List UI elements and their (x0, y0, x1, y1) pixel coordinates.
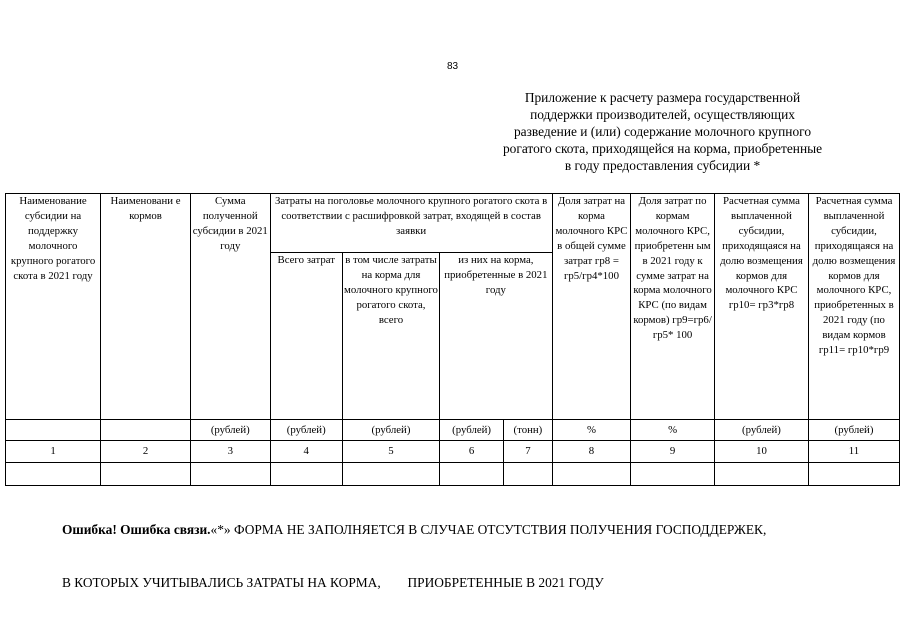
column-number-cell: 11 (808, 441, 899, 463)
header-cell-subsidy-amount: Сумма полученной субсидии в 2021 году (190, 194, 270, 420)
column-number-cell: 6 (440, 441, 504, 463)
data-cell (190, 463, 270, 486)
header-cell-costs-group: Затраты на поголовье молочного крупного рогатого скота в соответствии с расшифровкой затрат, входящей в состав заявки (270, 194, 552, 253)
units-cell: (рублей) (440, 420, 504, 441)
data-cell (808, 463, 899, 486)
column-number-cell: 1 (6, 441, 101, 463)
footnote-line-2-text: В КОТОРЫХ УЧИТЫВАЛИСЬ ЗАТРАТЫ НА КОРМА, ПРИОБРЕТЕННЫЕ В 2021 ГОДУ (62, 574, 604, 590)
column-number-cell: 2 (101, 441, 191, 463)
column-number-cell: 5 (342, 441, 439, 463)
appendix-title-line: разведение и (или) содержание молочного крупного (513, 124, 812, 139)
data-cell (270, 463, 342, 486)
appendix-title (470, 89, 855, 174)
appendix-title-line: в году предоставления субсидии * (564, 158, 761, 173)
header-cell-total-costs: Всего затрат (270, 253, 342, 420)
footnote-error-text: Ошибка! Ошибка связи. (62, 522, 211, 537)
data-cell (552, 463, 631, 486)
header-cell-calculated-subsidy: Расчетная сумма выплаченной субсидии, приходящаяся на долю возмещения кормов для молочного КРС гр10= гр3*гр8 (714, 194, 808, 420)
footnote-line (62, 521, 897, 539)
data-cell (504, 463, 553, 486)
appendix-title-line: рогатого скота, приходящейся на корма, приобретенные (502, 141, 823, 156)
header-cell-feed-cost-share: Доля затрат на корма молочного КРС в общей сумме затрат гр8 = гр5/гр4*100 (552, 194, 631, 420)
footnote (62, 486, 897, 609)
data-cell (6, 463, 101, 486)
column-number-row (6, 441, 900, 463)
data-cell (440, 463, 504, 486)
units-cell: % (552, 420, 631, 441)
data-cell (101, 463, 191, 486)
appendix-title-line: поддержки производителей, осуществляющих (530, 107, 795, 122)
appendix-title-line: Приложение к расчету размера государственной (524, 90, 801, 105)
header-cell-purchased-feed-2021: из них на корма, приобретенные в 2021 году (440, 253, 553, 420)
data-row (6, 463, 900, 486)
units-cell: (тонн) (504, 420, 553, 441)
data-cell (342, 463, 439, 486)
units-cell (6, 420, 101, 441)
header-cell-purchased-feed-share: Доля затрат по кормам молочного КРС, приобретенн ым в 2021 году к сумме затрат на корма молочного КРС (по видам кормов) гр9=гр6/гр5* 100 (631, 194, 715, 420)
units-cell: (рублей) (714, 420, 808, 441)
units-row (6, 420, 900, 441)
units-cell: (рублей) (808, 420, 899, 441)
header-cell-subsidy-name: Наименование субсидии на поддержку молочного крупного рогатого скота в 2021 году (6, 194, 101, 420)
header-cell-feed-costs: в том числе затраты на корма для молочного крупного рогатого скота, всего (342, 253, 439, 420)
column-number-cell: 10 (714, 441, 808, 463)
column-number-cell: 7 (504, 441, 553, 463)
data-cell (714, 463, 808, 486)
column-number-cell: 4 (270, 441, 342, 463)
page-number: 83 (446, 61, 459, 72)
footnote-line-1-text: «*» ФОРМА НЕ ЗАПОЛНЯЕТСЯ В СЛУЧАЕ ОТСУТСТВИЯ ПОЛУЧЕНИЯ ГОСПОДДЕРЖЕК, (210, 522, 767, 537)
units-cell: (рублей) (342, 420, 439, 441)
data-cell (631, 463, 715, 486)
column-number-cell: 8 (552, 441, 631, 463)
units-cell: (рублей) (190, 420, 270, 441)
column-number-cell: 9 (631, 441, 715, 463)
units-cell: (рублей) (270, 420, 342, 441)
header-row (6, 194, 900, 253)
header-cell-feed-name: Наименовани е кормов (101, 194, 191, 420)
header-cell-calculated-subsidy-2021: Расчетная сумма выплаченной субсидии, приходящаяся на долю возмещения кормов для молочного КРС, приобретенных в 2021 году (по видам кормов гр11= гр10*гр9 (808, 194, 899, 420)
column-number-cell: 3 (190, 441, 270, 463)
units-cell: % (631, 420, 715, 441)
subsidy-calculation-table (5, 193, 900, 486)
units-cell (101, 420, 191, 441)
